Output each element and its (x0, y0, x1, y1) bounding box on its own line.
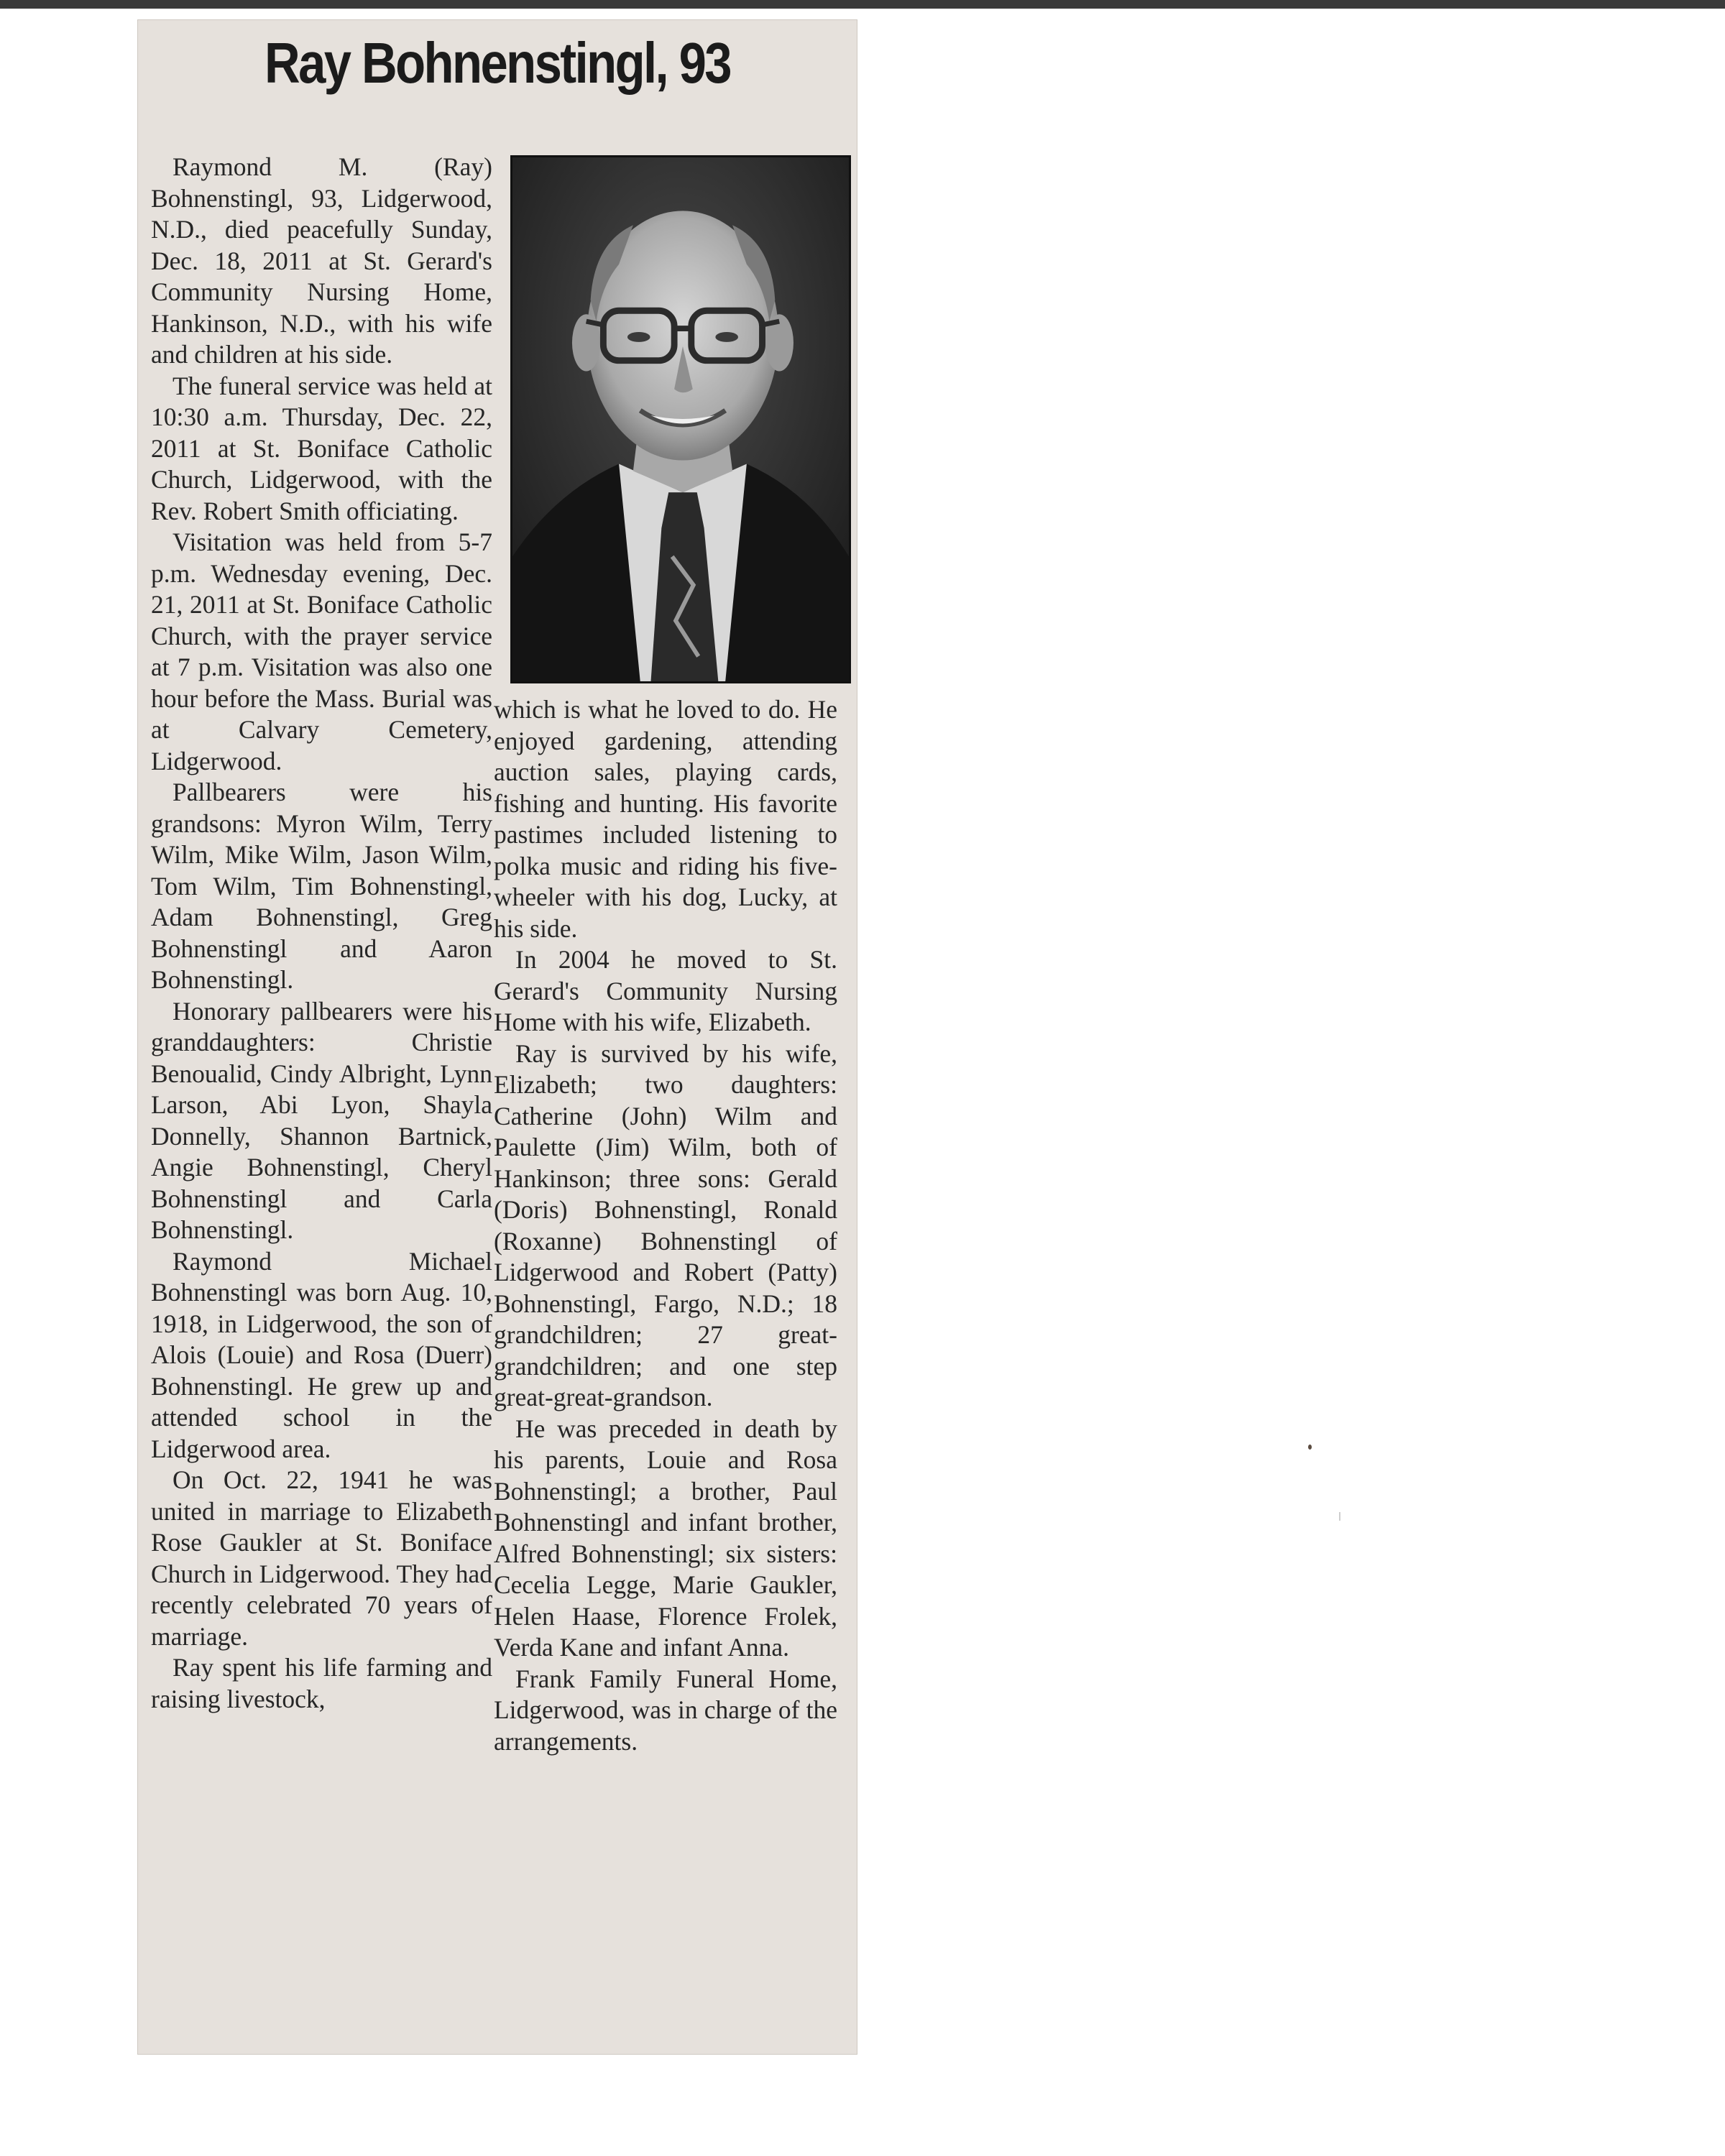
right-text-column (494, 694, 837, 1757)
obituary-paragraph: Visitation was held from 5-7 p.m. Wednesday evening, Dec. 21, 2011 at St. Boniface Catholic Church, with the prayer service at 7 p.m. Visitation was also one hour before the Mass. Burial was at Calvary Cemetery, Lidgerwood. (151, 528, 492, 775)
obituary-paragraph: In 2004 he moved to St. Gerard's Community Nursing Home with his wife, Elizabeth. (494, 945, 837, 1036)
obituary-paragraph: Ray spent his life farming and raising livestock, (151, 1653, 492, 1713)
obituary-paragraph: The funeral service was held at 10:30 a.m. Thursday, Dec. 22, 2011 at St. Boniface Catholic Church, Lidgerwood, with the Rev. Robert Smith officiating. (151, 371, 492, 525)
obituary-paragraph: Frank Family Funeral Home, Lidgerwood, was in charge of the arrangements. (494, 1664, 837, 1756)
obituary-paragraph: Raymond Michael Bohnenstingl was born Aug. 10, 1918, in Lidgerwood, the son of Alois (Louie) and Rosa (Duerr) Bohnenstingl. He grew up and attended school in the Lidgerwood area. (151, 1246, 492, 1463)
scan-mark (1339, 1512, 1340, 1521)
obituary-paragraph: He was preceded in death by his parents, Louie and Rosa Bohnenstingl; a brother, Paul Bohnenstingl and infant brother, Alfred Bohnenstingl; six sisters: Cecelia Legge, Marie Gaukler, Helen Haase, Florence Frolek, Verda Kane and infant Anna. (494, 1414, 837, 1662)
portrait-photo (510, 155, 851, 683)
left-text-column (151, 152, 492, 1715)
portrait-illustration (512, 157, 849, 681)
scan-speck (1308, 1445, 1312, 1450)
scan-border (0, 0, 1725, 9)
obituary-paragraph: On Oct. 22, 1941 he was united in marriage to Elizabeth Rose Gaukler at St. Boniface Church in Lidgerwood. They had recently celebrated 70 years of marriage. (151, 1465, 492, 1651)
obituary-clipping (138, 20, 857, 2054)
obituary-headline: Ray Bohnenstingl, 93 (264, 31, 730, 95)
obituary-paragraph: Pallbearers were his grandsons: Myron Wilm, Terry Wilm, Mike Wilm, Jason Wilm, Tom Wilm, Tim Bohnenstingl, Adam Bohnenstingl, Greg Bohnenstingl and Aaron Bohnenstingl. (151, 778, 492, 994)
obituary-paragraph: Ray is survived by his wife, Elizabeth; two daughters: Catherine (John) Wilm and Paulette (Jim) Wilm, both of Hankinson; three sons: Gerald (Doris) Bohnenstingl, Ronald (Roxanne) Bohnenstingl of Lidgerwood and Robert (Patty) Bohnenstingl, Fargo, N.D.; 18 grandchildren; 27 great-grandchildren; and one step great-great-grandson. (494, 1038, 837, 1411)
obituary-paragraph: Honorary pallbearers were his granddaughters: Christie Benoualid, Cindy Albright, Lynn Larson, Abi Lyon, Shayla Donnelly, Shannon Bartnick, Angie Bohnenstingl, Cheryl Bohnenstingl and Carla Bohnenstingl. (151, 996, 492, 1244)
obituary-paragraph-continued: which is what he loved to do. He enjoyed gardening, attending auction sales, playing cards, fishing and hunting. His favorite pastimes included listening to polka music and riding his five-wheeler with his dog, Lucky, at his side. (494, 695, 837, 943)
obituary-paragraph: Raymond M. (Ray) Bohnenstingl, 93, Lidgerwood, N.D., died peacefully Sunday, Dec. 18, 2011 at St. Gerard's Community Nursing Home, Hankinson, N.D., with his wife and children at his side. (151, 152, 492, 369)
